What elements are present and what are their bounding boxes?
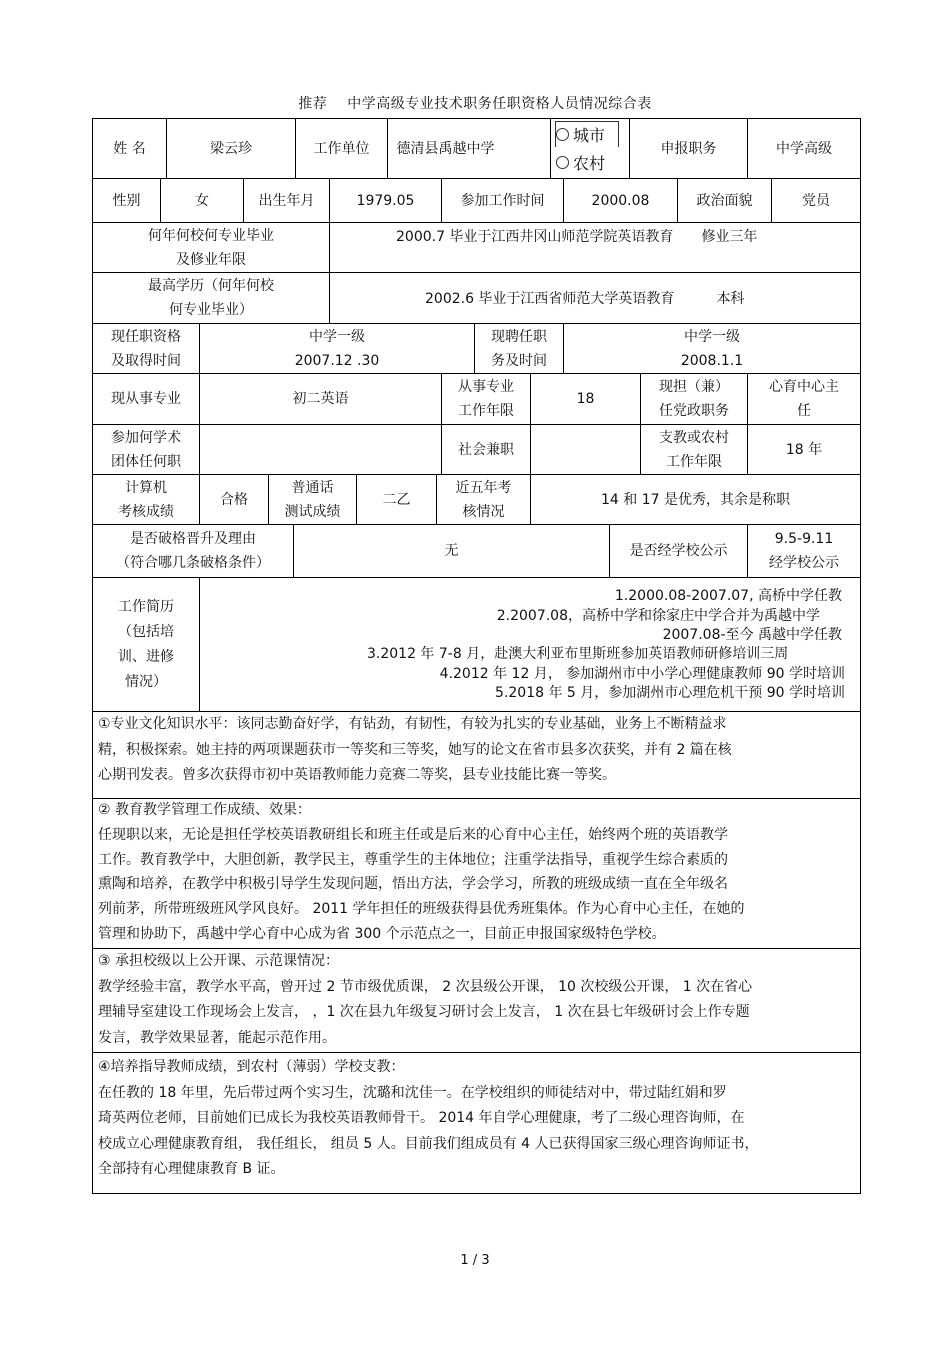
rural-support-label-line1: 支教或农村 (659, 429, 729, 446)
highest-education-label-line2: 何专业毕业） (169, 302, 253, 318)
paragraph-line: 发言，教学效果显著，能起示范作用。 (98, 1029, 336, 1046)
highest-education-value-degree: 本科 (716, 291, 745, 307)
graduation-label (93, 223, 329, 272)
major-label: 现从事专业 (111, 391, 181, 407)
gender-label: 性别 (112, 192, 141, 209)
paragraph-line: 校成立心理健康教育组， 我任组长， 组员 5 人。目前我们组成员有 4 人已获得国家三级心理咨询师证书， (98, 1135, 759, 1152)
current-qualification-value (200, 324, 474, 373)
work-history-label-line1: 工作简历 (118, 598, 174, 615)
social-role-value (531, 425, 640, 474)
work-history-line: 2.2007.08，高桥中学和徐家庄中学合并为禹越中学 (496, 608, 820, 624)
paragraph-line: 教学经验丰富，教学水平高，曾开过 2 节市级优质课， 2 次县级公开课， 10 次校级公开课， 1 次在省心 (98, 978, 753, 995)
computer-score-label-line2: 考核成绩 (118, 503, 174, 520)
unit-label: 工作单位 (313, 140, 370, 157)
page-title (0, 93, 950, 113)
section-heading: ③ 承担校级以上公开课、示范课情况： (98, 953, 339, 969)
paragraph-line: 熏陶和培养，在教学中积极引导学生发现问题，悟出方法，学会学习，所教的班级成绩一直在全年级名 (98, 876, 728, 893)
mandarin-score-label (269, 475, 356, 524)
work-history-line: 2007.08-至今 禹越中学任教 (662, 627, 842, 643)
paragraph-line: 任现职以来，无论是担任学校英语教研组长和班主任或是后来的心育中心主任，始终两个班的英语教学 (98, 826, 728, 843)
exceptional-promotion-label-line1: 是否破格晋升及理由 (130, 531, 256, 547)
computer-score-label (93, 475, 199, 524)
academic-group-label-line1: 参加何学术 (111, 429, 181, 446)
publicity-value (748, 525, 860, 577)
paragraph-line: 琦英两位老师，目前她们已成长为我校英语教师骨干。 2014 年自学心理健康，考了二级心理咨询师，在 (98, 1110, 745, 1126)
graduation-label-line1: 何年何校何专业毕业 (148, 227, 274, 244)
recent-review-label-line1: 近五年考 (455, 479, 512, 496)
current-hire-label-line2: 务及时间 (491, 352, 547, 369)
teacher-mentoring-section (98, 1055, 759, 1183)
work-history-line: 5.2018 年 5 月，参加湖州市心理危机干预 90 学时培训 (495, 685, 845, 701)
graduation-value-school: 2000.7 毕业于江西井冈山师范学院英语教育 (396, 229, 674, 245)
publicity-value-line1: 9.5-9.11 (774, 531, 834, 547)
position-value: 中学高级 (776, 140, 832, 157)
radio-box-border (555, 121, 619, 147)
birth-label: 出生年月 (258, 192, 315, 209)
current-qualification-label-line2: 及取得时间 (111, 352, 181, 369)
social-role-label: 社会兼职 (458, 441, 514, 458)
current-qualification-label (93, 324, 199, 373)
professional-years-label-line2: 工作年限 (458, 403, 514, 419)
computer-score-label-line1: 计算机 (125, 479, 167, 496)
professional-years-label (442, 374, 530, 424)
current-hire-label-line1: 现聘任职 (491, 328, 547, 345)
paragraph-line: 理辅导室建设工作现场会上发言， ，1 次在县九年级复习研讨会上发言， 1 次在县七年级研讨会上作专题 (98, 1004, 750, 1020)
work-history-label-line2: （包括培 (118, 623, 174, 640)
work-history-line: 3.2012 年 7-8 月，赴澳大利亚布里斯班参加英语教师研修培训三周 (367, 646, 789, 662)
work-history-label (93, 578, 199, 711)
graduation-value (396, 226, 757, 246)
work-start-label: 参加工作时间 (460, 192, 545, 209)
party-position-label (641, 374, 747, 424)
unit-value: 德清县禹越中学 (396, 140, 495, 157)
paragraph-line: 工作。教育教学中，大胆创新，教学民主，尊重学生的主体地位；注重学法指导，重视学生综合素质的 (98, 851, 728, 868)
work-start-value: 2000.08 (591, 192, 650, 209)
current-hire-value (564, 324, 860, 373)
party-position-value (748, 374, 860, 424)
recent-review-label (437, 475, 530, 524)
title-prefix: 推荐 (298, 96, 328, 112)
mandarin-score-label-line1: 普通话 (291, 479, 334, 496)
party-position-label-line1: 现担（兼） (659, 379, 729, 395)
graduation-label-line2: 及修业年限 (176, 251, 246, 268)
mandarin-score-label-line2: 测试成绩 (284, 503, 341, 520)
party-position-value-line1: 心育中心主 (769, 379, 839, 395)
academic-group-label (93, 425, 199, 474)
publicity-label: 是否经学校公示 (629, 543, 728, 559)
work-history-line: 1.2000.08-2007.07, 高桥中学任教 (614, 588, 842, 604)
teaching-management-section (98, 798, 745, 947)
name-value: 梁云珍 (210, 140, 252, 157)
current-qualification-value-line2: 2007.12 .30 (294, 352, 380, 369)
professional-years-value: 18 (576, 391, 595, 407)
highest-education-value-school: 2002.6 毕业于江西省师范大学英语教育 (425, 291, 675, 307)
professional-years-label-line1: 从事专业 (458, 379, 514, 395)
current-qualification-label-line1: 现任职资格 (111, 328, 181, 345)
section-heading: ② 教育教学管理工作成绩、效果： (98, 802, 312, 818)
paragraph-line: ①专业文化知识水平：该同志勤奋好学，有钻劲，有韧性，有较为扎实的专业基础，业务上不断精益求 (98, 716, 727, 732)
academic-group-label-line2: 团体任何职 (111, 453, 181, 470)
radio-rural-label: 农村 (573, 153, 606, 173)
work-history-label-line4: 情况） (125, 673, 167, 690)
political-label: 政治面貌 (696, 192, 753, 209)
computer-score-value: 合格 (220, 491, 248, 508)
recent-review-value: 14 和 17 是优秀，其余是称职 (601, 491, 790, 508)
gender-value: 女 (195, 192, 209, 209)
mandarin-score-value: 二乙 (382, 491, 411, 508)
paragraph-line: 列前茅，所带班级班风学风良好。 2011 学年担任的班级获得县优秀班集体。作为心育中心主任，在她的 (98, 901, 745, 918)
graduation-value-years: 修业三年 (701, 229, 758, 245)
paragraph-line: 在任教的 18 年里，先后带过两个实习生，沈璐和沈佳一。在学校组织的师徒结对中，带过陆红娟和罗 (98, 1084, 727, 1101)
current-qualification-value-line1: 中学一级 (309, 328, 365, 345)
current-hire-value-line1: 中学一级 (684, 328, 740, 345)
work-history-label-line3: 训、进修 (118, 648, 174, 665)
paragraph-line: 管理和协助下，禹越中学心育中心成为省 300 个示范点之一，目前正申报国家级特色学校。 (98, 925, 666, 942)
paragraph-line: 心期刊发表。曾多次获得市初中英语教师能力竞赛二等奖，县专业技能比赛一等奖。 (98, 767, 616, 783)
title-main: 中学高级专业技术职务任职资格人员情况综合表 (347, 96, 652, 112)
birth-value: 1979.05 (356, 192, 415, 209)
exceptional-promotion-value: 无 (444, 543, 459, 559)
party-position-label-line2: 任党政职务 (659, 403, 729, 419)
radio-city-label: 城市 (573, 125, 606, 145)
highest-education-label (93, 273, 329, 323)
name-label: 姓 名 (113, 140, 146, 157)
recent-review-label-line2: 核情况 (462, 503, 505, 520)
party-position-value-line2: 任 (797, 403, 811, 419)
political-value: 党员 (802, 192, 830, 209)
section-heading: ④培养指导教师成绩，到农村（薄弱）学校支教： (98, 1059, 405, 1075)
work-history-line: 4.2012 年 12 月， 参加湖州市中小学心理健康教师 90 学时培训 (439, 666, 845, 682)
radio-rural-icon[interactable] (556, 156, 569, 169)
highest-education-value (425, 288, 744, 308)
rural-support-label-line2: 工作年限 (666, 453, 722, 470)
paragraph-line: 全部持有心理健康教育 B 证。 (98, 1161, 285, 1177)
major-value: 初二英语 (292, 391, 349, 407)
position-label: 申报职务 (660, 140, 717, 157)
paragraph-line: 精，积极探索。她主持的两项课题获市一等奖和三等奖，她写的论文在省市县多次获奖，并有 2 篇在核 (98, 741, 732, 758)
radio-rural-option[interactable] (556, 148, 628, 176)
rural-support-label (641, 425, 747, 474)
exceptional-promotion-label (93, 525, 293, 577)
page-number: 1 / 3 (460, 1253, 490, 1268)
professional-knowledge-section (98, 712, 732, 789)
exceptional-promotion-label-line2: （符合哪几条破格条件） (116, 555, 270, 571)
current-hire-value-line2: 2008.1.1 (680, 352, 744, 369)
highest-education-label-line1: 最高学历（何年何校 (148, 278, 274, 294)
publicity-value-line2: 经学校公示 (769, 555, 839, 571)
rural-support-value: 18 年 (785, 441, 823, 458)
open-class-section (98, 949, 752, 1051)
academic-group-value (200, 425, 441, 474)
current-hire-label (475, 324, 563, 373)
